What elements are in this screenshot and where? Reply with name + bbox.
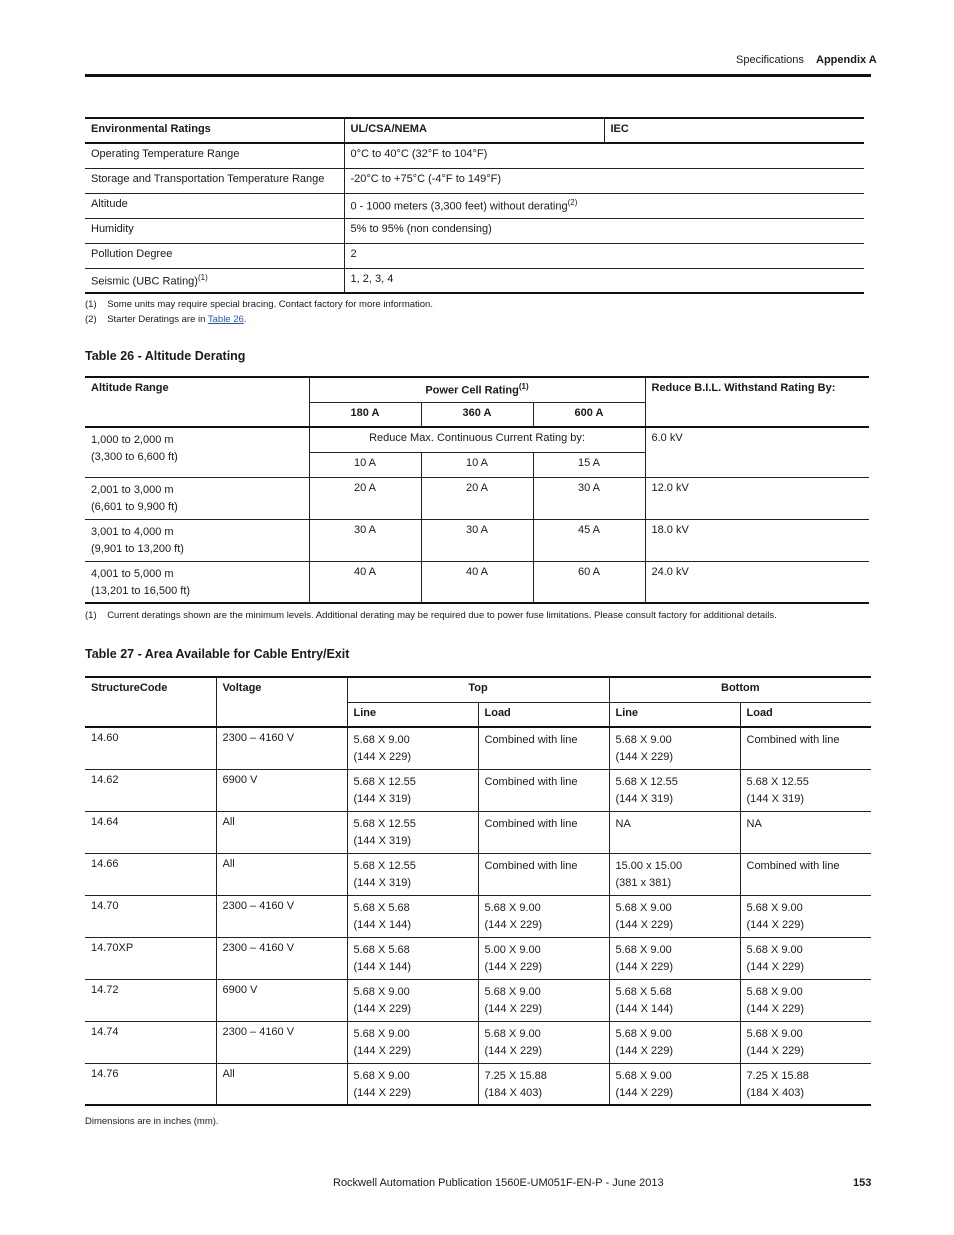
env-row: [85, 243, 864, 268]
t27-cell-mm: (144 X 229): [615, 960, 673, 973]
env-header-ul: UL/CSA/NEMA: [344, 118, 604, 143]
t26-range-ft: (3,300 to 6,600 ft): [91, 451, 178, 463]
t27-cell-in: 7.25 X 15.88: [746, 1069, 809, 1082]
t27-cell-in: 5.68 X 9.00: [353, 734, 410, 746]
t26-row: [85, 427, 869, 452]
env-label-text: Storage and Transportation Temperature Range: [91, 172, 325, 185]
t26-range: [85, 561, 309, 603]
env-row-label: [85, 243, 344, 268]
t26-value: 60 A: [533, 561, 645, 603]
t27-code: 14.72: [91, 983, 119, 996]
t27-cell-in: 5.68 X 12.55: [353, 859, 416, 872]
t27-cell-in: 5.68 X 9.00: [353, 985, 410, 998]
t27-code: 14.62: [91, 773, 119, 786]
t26-value: 40 A: [421, 561, 533, 603]
t26-value: 20 A: [421, 477, 533, 519]
t27-cell-mm: (144 X 144): [615, 1002, 673, 1015]
t27-cell: [609, 979, 740, 1021]
t27-cell-mm: (144 X 229): [615, 918, 673, 931]
t27-cell-mm: (144 X 319): [353, 876, 411, 889]
footer-page-number: 153: [853, 1177, 872, 1189]
t27-code: 14.70XP: [91, 941, 134, 954]
t26-header-360: 360 A: [421, 402, 533, 427]
t27-cell: [347, 937, 478, 979]
t27-code: 14.70: [91, 899, 119, 912]
t26-header-180: 180 A: [309, 402, 421, 427]
t27-cell-mm: (381 x 381): [615, 876, 672, 889]
t27-cell: [347, 769, 478, 811]
env-header-iec: IEC: [604, 118, 864, 143]
table-26-link[interactable]: Table 26: [207, 314, 244, 325]
t27-cell: [347, 811, 478, 853]
footer-publication: Rockwell Automation Publication 1560E-UM051F-EN-P - June 2013: [333, 1177, 664, 1189]
t26-range-m: 1,000 to 2,000 m: [91, 434, 174, 446]
header-rule: [85, 74, 871, 77]
t27-cell: [609, 853, 740, 895]
t27-cell: [609, 727, 740, 769]
t26-header-power-sup: (1): [518, 382, 529, 391]
t27-row: [85, 1063, 871, 1105]
t27-cell-mm: (144 X 229): [615, 751, 673, 763]
t27-cell-mm: (144 X 229): [484, 1002, 542, 1015]
env-value-sup: (2): [567, 197, 578, 207]
t26-value: 45 A: [533, 519, 645, 561]
t27-voltage: 2300 – 4160 V: [216, 1021, 347, 1063]
t26-value: 30 A: [421, 519, 533, 561]
t27-cell-in: 5.68 X 12.55: [353, 775, 416, 788]
t26-header-600: 600 A: [533, 402, 645, 427]
t26-range-m: 4,001 to 5,000 m: [91, 567, 174, 580]
t26-reduce-note: Reduce Max. Continuous Current Rating by:: [309, 427, 645, 452]
t27-cell: [740, 727, 871, 769]
t26-value: 30 A: [533, 477, 645, 519]
t27-cell: [478, 1063, 609, 1105]
t26-value: 10 A: [421, 452, 533, 477]
t27-voltage: 2300 – 4160 V: [216, 727, 347, 769]
t27-cell-in: 5.68 X 9.00: [746, 985, 803, 998]
t27-cell-in: Combined with line: [484, 734, 578, 746]
t26-header-power-text: Power Cell Rating: [425, 384, 519, 397]
env-row-value: [344, 168, 864, 193]
t27-cell: [740, 769, 871, 811]
t27-cell-in: NA: [746, 817, 762, 830]
t27-note: Dimensions are in inches (mm).: [85, 1116, 219, 1127]
t27-voltage: All: [216, 853, 347, 895]
t27-cell: [740, 853, 871, 895]
t27-cell-in: 5.68 X 9.00: [746, 1027, 803, 1040]
t27-header-bottom-line: Line: [609, 702, 740, 727]
t27-cell-mm: (144 X 144): [353, 960, 411, 973]
env-row-label: [85, 268, 344, 293]
t26-range-ft: (9,901 to 13,200 ft): [91, 542, 184, 555]
t27-cell: [609, 1021, 740, 1063]
t27-cell-in: 5.68 X 5.68: [615, 985, 672, 998]
t27-cell: [609, 1063, 740, 1105]
t27-cell: [609, 769, 740, 811]
env-label-text: Humidity: [91, 222, 134, 235]
header-section: Specifications: [736, 54, 804, 66]
env-label-text: Operating Temperature Range: [91, 148, 240, 160]
footnote-text: Starter Deratings are in: [107, 314, 208, 325]
env-row-label: [85, 143, 344, 168]
t26-range-ft: (6,601 to 9,900 ft): [91, 500, 178, 513]
env-value-text: 1, 2, 3, 4: [350, 272, 394, 285]
env-footnote-1: [85, 299, 433, 310]
t26-range-m: 2,001 to 3,000 m: [91, 483, 174, 496]
t27-row: [85, 811, 871, 853]
t27-cell-mm: (144 X 229): [353, 1086, 411, 1099]
t27-cell-mm: (144 X 229): [746, 918, 804, 931]
t27-cell-mm: (144 X 319): [353, 834, 411, 847]
t27-cell-mm: (144 X 229): [484, 918, 542, 931]
t27-cell-in: Combined with line: [484, 775, 578, 788]
env-row: [85, 168, 864, 193]
t27-cell: [347, 727, 478, 769]
t27-cell-mm: (144 X 229): [353, 751, 411, 763]
t27-row: [85, 769, 871, 811]
t27-row: [85, 853, 871, 895]
t27-cell-in: 5.68 X 9.00: [746, 901, 803, 914]
t27-header-top-load: Load: [478, 702, 609, 727]
t26-range: [85, 427, 309, 477]
t27-voltage: 2300 – 4160 V: [216, 895, 347, 937]
t27-code: 14.76: [91, 1067, 119, 1080]
t27-cell-mm: (144 X 319): [353, 792, 411, 805]
t27-cell-mm: (144 X 229): [615, 1086, 673, 1099]
t27-cell: [740, 979, 871, 1021]
t26-row: [85, 561, 869, 603]
t27-cell: [478, 979, 609, 1021]
env-row: [85, 193, 864, 218]
t27-cell-mm: (144 X 319): [746, 792, 804, 805]
t27-cell-mm: (144 X 229): [484, 1044, 542, 1057]
t27-cell: [740, 1063, 871, 1105]
t27-code: 14.66: [91, 857, 119, 870]
t26-value: 40 A: [309, 561, 421, 603]
t27-cell-mm: (144 X 319): [615, 792, 673, 805]
t27-cell: [609, 811, 740, 853]
env-row: [85, 143, 864, 168]
altitude-derating-table: [85, 376, 869, 604]
t26-bil: 12.0 kV: [645, 477, 869, 519]
t26-range: [85, 477, 309, 519]
t26-value: 10 A: [309, 452, 421, 477]
footnote-number: (2): [85, 314, 97, 325]
env-value-text: 5% to 95% (non condensing): [350, 222, 492, 235]
t26-value: 20 A: [309, 477, 421, 519]
t27-header-code: StructureCode: [85, 677, 216, 727]
t27-cell-in: 7.25 X 15.88: [484, 1069, 547, 1082]
t27-voltage: 2300 – 4160 V: [216, 937, 347, 979]
env-row-value: [344, 193, 864, 218]
t27-cell-in: 5.68 X 5.68: [353, 901, 410, 914]
t26-bil: 18.0 kV: [645, 519, 869, 561]
t27-cell-in: 5.68 X 9.00: [746, 943, 803, 956]
t26-value: 15 A: [533, 452, 645, 477]
t27-voltage: All: [216, 811, 347, 853]
table-26-caption: Table 26 - Altitude Derating: [85, 349, 246, 363]
t27-cell-in: Combined with line: [484, 817, 578, 830]
t27-cell: [347, 1063, 478, 1105]
t26-footnote: [85, 610, 777, 621]
t27-cell: [347, 1021, 478, 1063]
t27-cell-in: NA: [615, 817, 631, 830]
t27-cell-mm: (144 X 229): [615, 1044, 673, 1057]
t27-cell-in: 5.68 X 9.00: [615, 901, 672, 914]
t27-row: [85, 937, 871, 979]
env-row-value: [344, 218, 864, 243]
t27-cell-in: Combined with line: [746, 859, 840, 872]
t27-cell-in: 5.68 X 9.00: [484, 985, 541, 998]
t27-row: [85, 979, 871, 1021]
t27-cell-mm: (144 X 144): [353, 918, 411, 931]
t27-cell: [478, 727, 609, 769]
t27-cell: [609, 895, 740, 937]
t27-cell-in: 5.68 X 12.55: [746, 775, 809, 788]
t26-header-power: [309, 377, 645, 402]
t27-cell: [478, 853, 609, 895]
t27-cell-in: 5.68 X 9.00: [615, 1069, 672, 1082]
env-label-sup: (1): [197, 272, 208, 282]
t27-row: [85, 895, 871, 937]
t27-cell-mm: (144 X 229): [746, 1002, 804, 1015]
env-row-label: [85, 218, 344, 243]
t27-cell: [478, 937, 609, 979]
t27-cell: [478, 811, 609, 853]
t27-cell: [740, 937, 871, 979]
t26-bil: 6.0 kV: [645, 427, 869, 477]
t26-bil: 24.0 kV: [645, 561, 869, 603]
env-row: [85, 268, 864, 293]
env-footnote-2: [85, 314, 246, 325]
t27-cell: [609, 937, 740, 979]
t27-header-voltage: Voltage: [216, 677, 347, 727]
t27-cell: [478, 769, 609, 811]
env-value-text: 2: [350, 247, 357, 260]
t27-cell-mm: (144 X 229): [484, 960, 542, 973]
t26-range-ft: (13,201 to 16,500 ft): [91, 584, 191, 597]
env-row: [85, 218, 864, 243]
env-row-value: [344, 268, 864, 293]
t27-cell: [740, 895, 871, 937]
table-27-caption: Table 27 - Area Available for Cable Entry/Exit: [85, 647, 350, 661]
footnote-after: .: [243, 314, 247, 325]
t27-cell: [478, 895, 609, 937]
t27-cell-in: Combined with line: [484, 859, 578, 872]
t27-code: 14.74: [91, 1025, 119, 1038]
t27-cell-in: Combined with line: [746, 734, 840, 746]
t26-range-m: 3,001 to 4,000 m: [91, 525, 174, 538]
t27-cell-mm: (184 X 403): [746, 1086, 804, 1099]
t27-cell-in: 5.68 X 9.00: [484, 1027, 541, 1040]
t27-header-top-line: Line: [347, 702, 478, 727]
env-label-text: Pollution Degree: [91, 247, 173, 260]
t27-cell: [740, 811, 871, 853]
t27-cell-mm: (184 X 403): [484, 1086, 542, 1099]
t27-cell-in: 15.00 x 15.00: [615, 859, 683, 872]
t27-cell-in: 5.68 X 9.00: [615, 1027, 672, 1040]
t27-cell-mm: (144 X 229): [353, 1044, 411, 1057]
t27-cell: [347, 853, 478, 895]
footnote-number: (1): [85, 299, 97, 310]
header-appendix: Appendix A: [816, 54, 877, 66]
cable-entry-table: [85, 676, 871, 1106]
t27-code: 14.64: [91, 815, 119, 828]
t27-voltage: 6900 V: [216, 769, 347, 811]
env-row-value: [344, 243, 864, 268]
t27-cell-in: 5.68 X 9.00: [484, 901, 541, 914]
t27-cell-in: 5.00 X 9.00: [484, 943, 541, 956]
env-row-label: [85, 168, 344, 193]
t27-cell-in: 5.68 X 9.00: [353, 1069, 410, 1082]
t26-header-range: Altitude Range: [85, 377, 309, 427]
env-label-text: Seismic (UBC Rating): [91, 275, 198, 288]
t27-voltage: All: [216, 1063, 347, 1105]
t27-header-bottom-load: Load: [740, 702, 871, 727]
footnote-text: Current deratings shown are the minimum levels. Additional derating may be required due to power fuse limitations. Please consult factory for additional details.: [107, 610, 777, 621]
env-value-text: 0 - 1000 meters (3,300 feet) without derating: [350, 200, 568, 213]
t27-cell: [740, 1021, 871, 1063]
t27-cell-in: 5.68 X 12.55: [353, 817, 416, 830]
t26-range: [85, 519, 309, 561]
t27-row: [85, 1021, 871, 1063]
t27-cell-in: 5.68 X 9.00: [615, 734, 672, 746]
t27-cell-mm: (144 X 229): [746, 1044, 804, 1057]
t27-row: [85, 727, 871, 769]
t27-cell: [347, 979, 478, 1021]
t27-cell-mm: (144 X 229): [746, 960, 804, 973]
t27-cell: [478, 1021, 609, 1063]
t26-row: [85, 519, 869, 561]
t26-header-bil: Reduce B.I.L. Withstand Rating By:: [645, 377, 869, 427]
t27-cell: [347, 895, 478, 937]
t27-code: 14.60: [91, 732, 119, 744]
t26-value: 30 A: [309, 519, 421, 561]
env-label-text: Altitude: [91, 197, 128, 210]
t26-header-row-1: [85, 377, 869, 402]
env-header-ratings: Environmental Ratings: [91, 123, 211, 135]
t27-cell-in: 5.68 X 9.00: [353, 1027, 410, 1040]
t27-header-row-1: [85, 677, 871, 702]
env-ratings-table: [85, 117, 864, 294]
footnote-text: Some units may require special bracing. Contact factory for more information.: [107, 299, 433, 310]
env-value-text: 0°C to 40°C (32°F to 104°F): [350, 148, 488, 160]
env-value-text: -20°C to +75°C (-4°F to 149°F): [350, 172, 502, 185]
env-row-label: [85, 193, 344, 218]
t26-row: [85, 477, 869, 519]
t27-header-bottom: Bottom: [609, 677, 871, 702]
t27-cell-in: 5.68 X 5.68: [353, 943, 410, 956]
env-row-value: [344, 143, 864, 168]
t27-voltage: 6900 V: [216, 979, 347, 1021]
footnote-number: (1): [85, 610, 97, 621]
t27-header-top: Top: [347, 677, 609, 702]
t27-cell-in: 5.68 X 12.55: [615, 775, 678, 788]
t27-cell-mm: (144 X 229): [353, 1002, 411, 1015]
env-header-row: [85, 118, 864, 143]
t27-cell-in: 5.68 X 9.00: [615, 943, 672, 956]
